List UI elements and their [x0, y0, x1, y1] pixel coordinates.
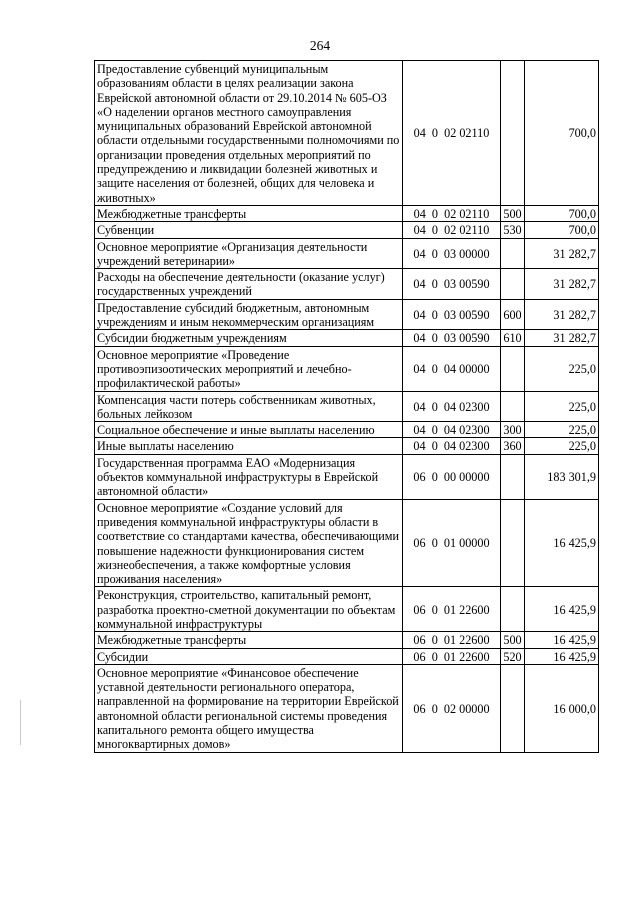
row-expense-type: 600 [501, 299, 525, 330]
row-sum: 183 301,9 [525, 454, 599, 499]
row-code: 04 0 02 02110 [403, 61, 501, 206]
row-sum: 16 425,9 [525, 499, 599, 587]
table-row [95, 648, 599, 664]
row-code: 06 0 00 00000 [403, 454, 501, 499]
table-row [95, 391, 599, 422]
row-name: Основное мероприятие «Проведение противоэпизоотических мероприятий и лечебно-профилактической работы» [95, 346, 403, 391]
row-sum: 700,0 [525, 61, 599, 206]
row-sum: 225,0 [525, 422, 599, 438]
row-sum: 31 282,7 [525, 330, 599, 346]
budget-table-body [95, 61, 599, 753]
row-sum: 700,0 [525, 222, 599, 238]
row-expense-type: 360 [501, 438, 525, 454]
row-name: Субвенции [95, 222, 403, 238]
table-row [95, 222, 599, 238]
row-code: 04 0 02 02110 [403, 205, 501, 221]
row-expense-type [501, 269, 525, 300]
row-name: Компенсация части потерь собственникам животных, больных лейкозом [95, 391, 403, 422]
row-code: 04 0 03 00000 [403, 238, 501, 269]
table-row [95, 422, 599, 438]
row-code: 06 0 01 00000 [403, 499, 501, 587]
table-row [95, 632, 599, 648]
row-name: Расходы на обеспечение деятельности (оказание услуг) государственных учреждений [95, 269, 403, 300]
row-code: 04 0 04 00000 [403, 346, 501, 391]
row-expense-type [501, 238, 525, 269]
row-name: Иные выплаты населению [95, 438, 403, 454]
row-code: 04 0 03 00590 [403, 330, 501, 346]
row-name: Субсидии [95, 648, 403, 664]
row-expense-type [501, 664, 525, 752]
row-sum: 225,0 [525, 346, 599, 391]
row-sum: 16 425,9 [525, 587, 599, 632]
row-code: 04 0 03 00590 [403, 299, 501, 330]
row-sum: 225,0 [525, 391, 599, 422]
row-sum: 31 282,7 [525, 299, 599, 330]
row-code: 06 0 01 22600 [403, 587, 501, 632]
table-row [95, 269, 599, 300]
table-row [95, 438, 599, 454]
table-row [95, 664, 599, 752]
table-row [95, 587, 599, 632]
row-name: Предоставление субсидий бюджетным, автономным учреждениям и иным некоммерческим организациям [95, 299, 403, 330]
margin-scan-mark [20, 700, 21, 745]
row-expense-type [501, 61, 525, 206]
row-code: 04 0 04 02300 [403, 422, 501, 438]
row-name: Субсидии бюджетным учреждениям [95, 330, 403, 346]
row-sum: 16 425,9 [525, 648, 599, 664]
row-expense-type [501, 499, 525, 587]
table-row [95, 299, 599, 330]
row-expense-type: 500 [501, 205, 525, 221]
row-name: Межбюджетные трансферты [95, 632, 403, 648]
table-row [95, 330, 599, 346]
row-code: 04 0 03 00590 [403, 269, 501, 300]
row-expense-type [501, 587, 525, 632]
row-code: 06 0 01 22600 [403, 648, 501, 664]
row-expense-type [501, 454, 525, 499]
row-code: 04 0 04 02300 [403, 438, 501, 454]
row-name: Основное мероприятие «Финансовое обеспечение уставной деятельности регионального оператора, направленной на формирование на территории Еврейской автономной области региональной системы проведения капитального ремонта общего имущества многоквартирных домов» [95, 664, 403, 752]
row-sum: 31 282,7 [525, 269, 599, 300]
table-row [95, 238, 599, 269]
table-row [95, 454, 599, 499]
row-code: 04 0 02 02110 [403, 222, 501, 238]
table-row [95, 205, 599, 221]
table-row [95, 346, 599, 391]
row-expense-type: 610 [501, 330, 525, 346]
row-code: 06 0 01 22600 [403, 632, 501, 648]
row-expense-type: 520 [501, 648, 525, 664]
row-sum: 225,0 [525, 438, 599, 454]
row-sum: 31 282,7 [525, 238, 599, 269]
row-name: Социальное обеспечение и иные выплаты населению [95, 422, 403, 438]
table-row [95, 61, 599, 206]
row-sum: 16 000,0 [525, 664, 599, 752]
row-name: Предоставление субвенций муниципальным образованиям области в целях реализации закона Еврейской автономной области от 29.10.2014 № 605-ОЗ «О наделении органов местного самоуправления муниципальных образований Еврейской автономной области отдельными государственными полномочиями по организации проведения отдельных мероприятий по предупреждению и ликвидации болезней животных и защите населения от болезней, общих для человека и животных» [95, 61, 403, 206]
row-expense-type: 500 [501, 632, 525, 648]
row-name: Межбюджетные трансферты [95, 205, 403, 221]
row-sum: 16 425,9 [525, 632, 599, 648]
row-sum: 700,0 [525, 205, 599, 221]
row-expense-type: 300 [501, 422, 525, 438]
row-expense-type [501, 391, 525, 422]
row-name: Реконструкция, строительство, капитальный ремонт, разработка проектно-сметной документации по объектам коммунальной инфраструктуры [95, 587, 403, 632]
row-expense-type [501, 346, 525, 391]
row-code: 06 0 02 00000 [403, 664, 501, 752]
row-name: Основное мероприятие «Создание условий для приведения коммунальной инфраструктуры области в соответствие со стандартами качества, обеспечивающими повышение надежности функционирования систем жизнеобеспечения, а также комфортные условия проживания населения» [95, 499, 403, 587]
row-code: 04 0 04 02300 [403, 391, 501, 422]
row-name: Государственная программа ЕАО «Модернизация объектов коммунальной инфраструктуры в Еврейской автономной области» [95, 454, 403, 499]
row-expense-type: 530 [501, 222, 525, 238]
budget-table [94, 60, 599, 753]
table-row [95, 499, 599, 587]
page-number: 264 [309, 38, 331, 53]
row-name: Основное мероприятие «Организация деятельности учреждений ветеринарии» [95, 238, 403, 269]
